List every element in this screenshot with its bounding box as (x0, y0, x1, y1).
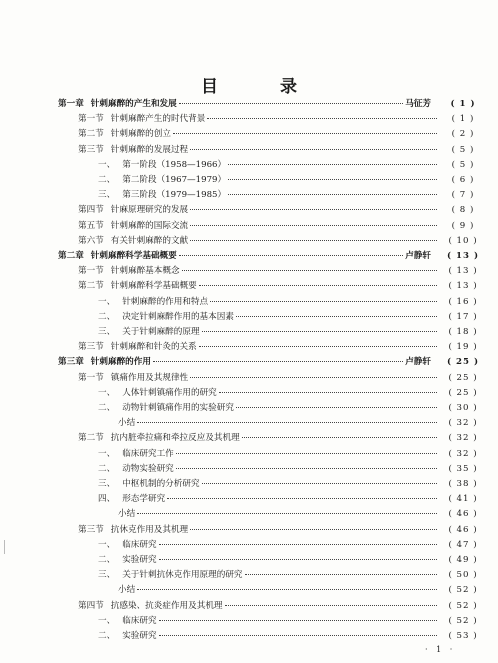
toc-entry (118, 417, 487, 429)
toc-entry-number: 第二节 (78, 281, 104, 292)
toc-entry-number: 第三章 (58, 357, 84, 368)
toc-entry-title: 针刺麻醉的发展过程 (110, 144, 189, 155)
toc-entry-number: 第一节 (78, 266, 104, 277)
dot-leader (159, 619, 437, 621)
toc-entry-number: 二、 (98, 463, 116, 474)
dot-leader (179, 102, 403, 104)
toc-entry (118, 508, 487, 520)
toc-entry (98, 615, 487, 627)
toc-entry-title: 有关针刺麻醉的文献 (110, 235, 189, 246)
toc-entry-page: ( 1 ) (439, 98, 487, 110)
toc-entry-number: 二、 (98, 403, 116, 413)
toc-entry-page: ( 25 ) (439, 387, 487, 399)
toc-entry-page: ( 32 ) (439, 432, 487, 444)
toc-entry-page: ( 30 ) (439, 402, 487, 414)
toc-entry (118, 584, 487, 596)
toc-entry-title: 决定针刺麻醉作用的基本因素 (122, 311, 234, 322)
toc-entry-page: ( 49 ) (439, 554, 487, 566)
toc-entry-title: 关于针刺麻醉的原理 (122, 327, 200, 337)
toc-entry-page: ( 8 ) (439, 204, 487, 216)
toc-entry-title: 针刺麻醉产生的时代背景 (110, 114, 206, 125)
toc-entry (78, 220, 487, 232)
toc-entry (98, 174, 487, 186)
toc-entry-page: ( 52 ) (439, 615, 487, 627)
dot-leader (225, 604, 437, 606)
dot-leader (153, 360, 403, 362)
toc-entry (58, 250, 487, 262)
toc-entry-number: 三、 (98, 327, 116, 337)
dot-leader (159, 558, 437, 560)
toc-entry-page: ( 19 ) (439, 341, 487, 353)
toc-entry-number: 第二节 (78, 433, 104, 444)
toc-entry-title: 抗感染、抗炎症作用及其机理 (110, 600, 223, 611)
toc-entry (98, 326, 487, 338)
toc-entry-number: 一、 (98, 448, 116, 459)
toc-entry-number: 三、 (98, 570, 116, 581)
dot-leader (202, 330, 437, 332)
toc-entry-author: 马征芳 (405, 99, 431, 109)
toc-entry-page: ( 52 ) (439, 584, 487, 596)
toc-entry (58, 98, 487, 110)
dot-leader (179, 254, 403, 256)
toc-entry-page: ( 32 ) (439, 417, 487, 429)
toc-entry-page: ( 17 ) (439, 311, 487, 323)
toc-entry-number: 第二章 (58, 251, 84, 261)
toc-entry-title: 动物实验研究 (122, 463, 174, 474)
toc-entry-page: ( 41 ) (439, 493, 487, 505)
toc-entry (98, 189, 487, 201)
toc-entry (98, 630, 487, 642)
dot-leader (173, 132, 437, 134)
toc-entry-title: 针刺麻醉的产生和发展 (90, 99, 177, 109)
toc-entry-title: 动物针刺镇痛作用的实验研究 (122, 403, 234, 413)
toc-entry-title: 针刺麻醉的创立 (110, 129, 171, 140)
toc-entry (78, 600, 487, 612)
toc-entry-title: 临床研究 (122, 539, 157, 550)
toc-entry (98, 159, 487, 171)
toc-entry-title: 抗休克作用及其机理 (110, 524, 189, 535)
toc-entry-number: 第三节 (78, 524, 104, 535)
toc-entry-number: 第一节 (78, 114, 104, 125)
toc-entry-title: 小结 (118, 418, 136, 429)
toc-entry (98, 463, 487, 475)
dot-leader (190, 528, 437, 530)
toc-entry (78, 113, 487, 125)
dot-leader (236, 315, 437, 317)
toc-entry (78, 432, 487, 444)
toc-entry-title: 临床研究 (122, 615, 157, 626)
toc-entry-number: 第三节 (78, 342, 104, 353)
toc-entry-title: 针刺麻醉基本概念 (110, 266, 180, 277)
toc-entry (98, 539, 487, 551)
toc-entry-page: ( 18 ) (439, 326, 487, 338)
dot-leader (190, 208, 437, 210)
toc-entry-page: ( 13 ) (439, 265, 487, 277)
dot-leader (137, 421, 437, 423)
toc-entry-title: 第三阶段（1979—1985） (122, 190, 227, 201)
toc-entry-number: 一、 (98, 296, 116, 307)
toc-entry-number: 二、 (98, 555, 116, 565)
toc-entry (78, 128, 487, 140)
toc-entry-title: 抗内脏牵拉痛和牵拉反应及其机理 (110, 433, 240, 444)
toc-entry-title: 针刺麻醉的作用和特点 (122, 296, 209, 307)
toc-entry-title: 镇痛作用及其规律性 (110, 372, 189, 383)
toc-entry-page: ( 6 ) (439, 174, 487, 186)
toc-entry-page: ( 1 ) (439, 113, 487, 125)
toc-entry-title: 针刺麻醉科学基础概要 (90, 251, 177, 261)
toc-entry-number: 三、 (98, 479, 116, 489)
toc-entry (98, 448, 487, 460)
toc-entry-page: ( 50 ) (439, 569, 487, 581)
toc-entry-title: 针刺麻醉和针灸的关系 (110, 342, 197, 353)
toc-entry-page: ( 2 ) (439, 128, 487, 140)
toc-entry-page: ( 47 ) (439, 539, 487, 551)
dot-leader (137, 588, 437, 590)
toc-entry (78, 265, 487, 277)
toc-entry-page: ( 5 ) (439, 159, 487, 171)
dot-leader (207, 117, 437, 119)
dot-leader (182, 269, 437, 271)
toc-entry-title: 小结 (118, 509, 136, 520)
toc-entry (78, 280, 487, 292)
toc-entry-page: ( 25 ) (439, 356, 487, 368)
dot-leader (245, 573, 437, 575)
toc-entry (78, 144, 487, 156)
toc-entry (78, 204, 487, 216)
toc-entry (98, 493, 487, 505)
toc-entry-title: 针麻原理研究的发展 (110, 205, 189, 216)
toc-entry-title: 针刺麻醉的国际交流 (110, 220, 189, 231)
toc-entry-title: 中枢机制的分析研究 (122, 479, 200, 489)
toc-entry-page: ( 46 ) (439, 524, 487, 536)
toc-entry-page: ( 13 ) (439, 250, 487, 262)
toc-entry-number: 二、 (98, 175, 116, 185)
toc-entry-number: 第四节 (78, 205, 104, 216)
toc-entry-title: 第一阶段（1958—1966） (122, 159, 227, 170)
toc-entry (78, 235, 487, 247)
toc-entry-number: 第四节 (78, 600, 104, 611)
toc-entry-number: 二、 (98, 311, 116, 322)
toc-entry-number: 二、 (98, 631, 116, 641)
dot-leader (176, 452, 437, 454)
dot-leader (199, 345, 437, 347)
toc-entry-title: 临床研究工作 (122, 448, 174, 459)
toc-entry-title: 第二阶段（1967—1979） (122, 175, 227, 185)
toc-entry-title: 针刺麻醉的作用 (90, 357, 151, 368)
toc-entry-page: ( 52 ) (439, 600, 487, 612)
dot-leader (242, 436, 437, 438)
toc-entry-page: ( 25 ) (439, 372, 487, 384)
dot-leader (210, 300, 437, 302)
toc-entry-number: 第一章 (58, 99, 84, 109)
dot-leader (202, 482, 437, 484)
toc-entry (78, 372, 487, 384)
toc-entry-author: 卢静轩 (405, 357, 431, 368)
dot-leader (228, 163, 437, 165)
toc-entry-title: 针刺麻醉科学基础概要 (110, 281, 197, 292)
toc-entry-title: 小结 (118, 585, 136, 596)
dot-leader (219, 391, 437, 393)
toc-entry-number: 一、 (98, 615, 116, 626)
toc-entry-title: 形态学研究 (122, 494, 166, 505)
toc-entry-number: 一、 (98, 387, 116, 398)
toc-entry-title: 实验研究 (122, 555, 157, 565)
toc-entry-page: ( 53 ) (439, 630, 487, 642)
toc-entry-author: 卢静轩 (405, 251, 431, 261)
toc-entry-page: ( 38 ) (439, 478, 487, 490)
toc-entry (98, 478, 487, 490)
toc-entry (98, 311, 487, 323)
toc-entry-page: ( 13 ) (439, 280, 487, 292)
toc-entry-title: 实验研究 (122, 631, 157, 641)
dot-leader (167, 497, 437, 499)
dot-leader (236, 406, 437, 408)
toc-entry-page: ( 16 ) (439, 296, 487, 308)
toc-entry-page: ( 35 ) (439, 463, 487, 475)
dot-leader (159, 543, 437, 545)
toc-entry-number: 四、 (98, 494, 116, 505)
toc-entry-title: 关于针刺抗休克作用原理的研究 (122, 570, 243, 581)
toc-entry (78, 524, 487, 536)
dot-leader (176, 467, 437, 469)
dot-leader (199, 284, 437, 286)
toc-entry (98, 569, 487, 581)
dot-leader (228, 178, 437, 180)
dot-leader (190, 239, 437, 241)
toc-entry-page: ( 7 ) (439, 189, 487, 201)
toc-entry-title: 人体针刺镇痛作用的研究 (122, 387, 217, 398)
toc-entry (98, 402, 487, 414)
dot-leader (190, 376, 437, 378)
toc-entry-page: ( 9 ) (439, 220, 487, 232)
toc-entry-number: 第三节 (78, 144, 104, 155)
toc-entry-number: 第六节 (78, 235, 104, 246)
toc-entry-number: 三、 (98, 190, 116, 201)
toc-entry-page: ( 10 ) (439, 235, 487, 247)
toc-entry-page: ( 32 ) (439, 448, 487, 460)
dot-leader (190, 148, 437, 150)
toc-entry (78, 341, 487, 353)
scan-artifact (4, 540, 5, 554)
toc-entry (98, 387, 487, 399)
toc-entry-page: ( 46 ) (439, 508, 487, 520)
page-folio: · 1 · (425, 645, 456, 654)
toc-entry (98, 554, 487, 566)
page-title: 目 录 (201, 77, 325, 97)
dot-leader (137, 512, 437, 514)
toc-entry-number: 第一节 (78, 372, 104, 383)
toc-entry-number: 一、 (98, 159, 116, 170)
dot-leader (190, 224, 437, 226)
toc-entry-number: 第五节 (78, 220, 104, 231)
toc-entry-number: 一、 (98, 539, 116, 550)
dot-leader (228, 193, 437, 195)
toc-entry (98, 296, 487, 308)
toc-entry (58, 356, 487, 368)
toc-entry-page: ( 5 ) (439, 144, 487, 156)
toc-entry-number: 第二节 (78, 129, 104, 140)
dot-leader (159, 634, 437, 636)
